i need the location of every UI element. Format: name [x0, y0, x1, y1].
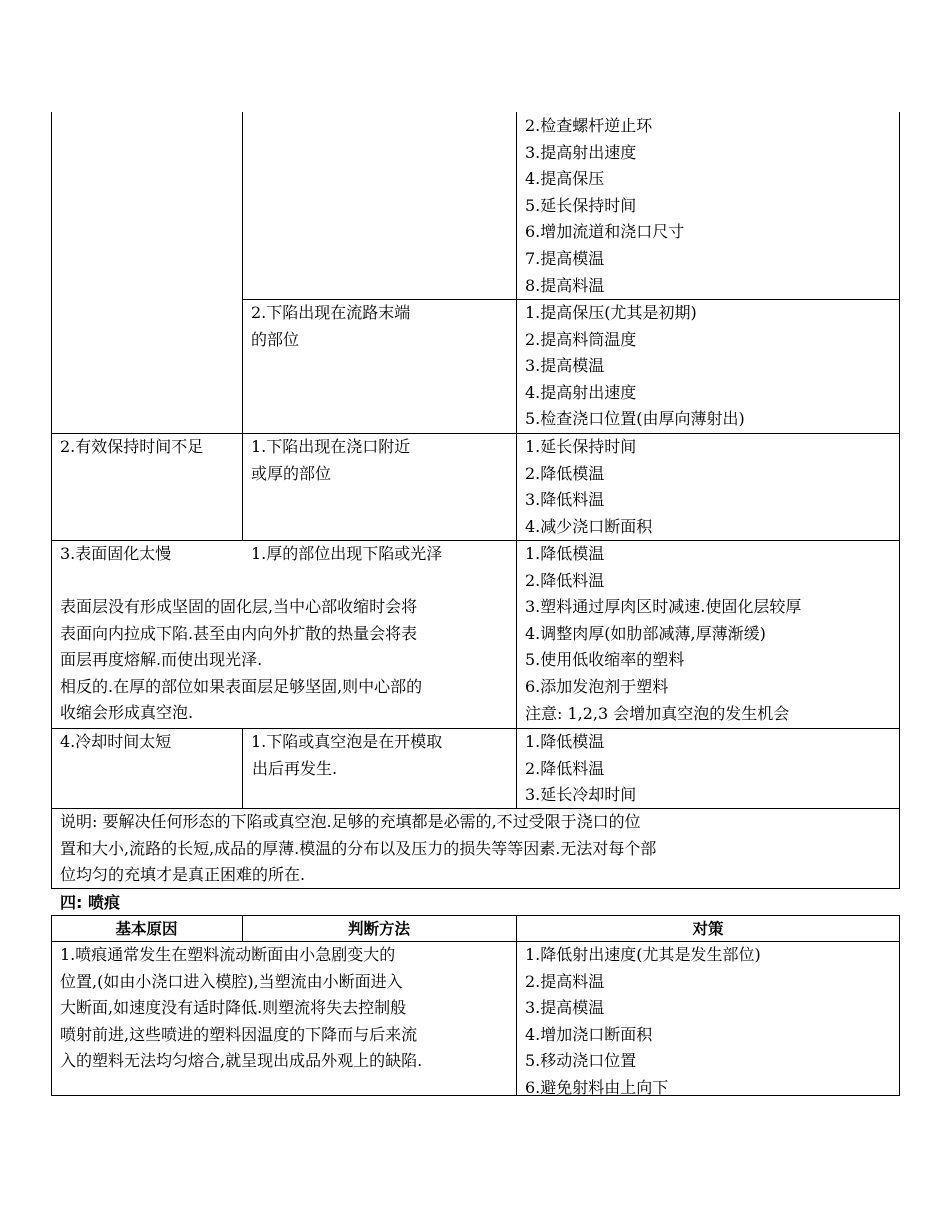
column-header-cause: 基本原因 [115, 920, 178, 938]
text-line: 1.下陷或真空泡是在开模取 [251, 732, 443, 751]
text-line: 置和大小,流路的长短,成品的厚薄.模温的分布以及压力的损失等等因素.无法对每个部 [60, 838, 657, 858]
row-divider [51, 728, 900, 729]
list-item: 2.提高料筒温度 [525, 329, 637, 349]
table-left-border [51, 112, 52, 889]
judgment-text [251, 300, 410, 353]
text-line: 表面向内拉成下陷.甚至由内向外扩散的热量会将表 [60, 623, 418, 643]
list-item: 2.检查螺杆逆止环 [525, 116, 653, 135]
text-line: 位置,(如由小浇口进入模腔),当塑流由小断面进入 [60, 971, 403, 991]
table-note [60, 809, 656, 889]
text-line: 喷射前进,这些喷进的塑料因温度的下降而与后来流 [60, 1024, 418, 1044]
list-item: 4.提高保压 [525, 169, 605, 189]
table-bottom-border [51, 1095, 900, 1096]
list-item: 1.降低模温 [525, 544, 605, 563]
table-left-border [51, 915, 52, 1096]
cause-text [60, 942, 422, 1075]
column-header-countermeasure: 对策 [692, 920, 724, 938]
list-item: 1.降低射出速度(尤其是发生部位) [525, 945, 761, 964]
text-line: 出后再发生. [252, 758, 338, 778]
countermeasure-list [525, 942, 761, 1102]
text-line: 大断面,如速度没有适时降低.则塑流将失去控制般 [60, 998, 407, 1018]
list-item: 2.降低料温 [525, 570, 605, 590]
column-divider [516, 112, 517, 809]
text-line: 表面层没有形成坚固的固化层,当中心部收缩时会将 [60, 597, 418, 616]
list-item: 1.降低模温 [525, 732, 605, 751]
text-line: 入的塑料无法均匀熔合,就呈现出成品外观上的缺陷. [60, 1051, 423, 1071]
column-divider [242, 112, 243, 541]
text-line: 面层再度熔解.而使出现光泽. [60, 650, 263, 670]
column-divider [516, 915, 517, 1096]
column-divider [242, 728, 243, 809]
explanation-text [60, 594, 422, 727]
cause-text: 4.冷却时间太短 [60, 732, 172, 751]
list-item: 2.降低模温 [525, 463, 605, 483]
list-item: 3.延长冷却时间 [525, 785, 637, 805]
list-item: 4.减少浇口断面积 [525, 516, 653, 536]
list-item: 6.添加发泡剂于塑料 [525, 676, 669, 696]
judgment-text: 1.厚的部位出现下陷或光泽 [251, 544, 443, 563]
list-item: 3.塑料通过厚肉区时减速.使固化层较厚 [525, 597, 802, 617]
list-item: 5.移动浇口位置 [525, 1051, 637, 1071]
list-item: 6.避免射料由上向下 [525, 1077, 669, 1097]
list-item: 4.调整肉厚(如肋部减薄,厚薄渐缓) [525, 623, 766, 643]
list-item: 1.提高保压(尤其是初期) [525, 303, 697, 322]
text-line: 相反的.在厚的部位如果表面层足够坚固,则中心部的 [60, 676, 423, 696]
list-item: 8.提高料温 [525, 275, 605, 295]
list-item: 5.使用低收缩率的塑料 [525, 650, 685, 670]
list-item: 注意: 1,2,3 会增加真空泡的发生机会 [525, 703, 790, 723]
countermeasure-list [525, 729, 636, 809]
list-item: 3.提高模温 [525, 998, 605, 1018]
text-line: 说明: 要解决任何形态的下陷或真空泡.足够的充填都是必需的,不过受限于浇口的位 [60, 812, 641, 831]
text-line: 位均匀的充填才是真正困难的所在. [60, 865, 306, 885]
text-line: 收缩会形成真空泡. [60, 703, 194, 723]
text-line: 1.喷痕通常发生在塑料流动断面由小急剧变大的 [60, 945, 396, 964]
text-line: 的部位 [251, 329, 300, 349]
cause-text: 2.有效保持时间不足 [60, 437, 204, 456]
countermeasure-list [525, 113, 684, 299]
list-item: 3.降低料温 [525, 490, 605, 510]
list-item: 4.提高射出速度 [525, 382, 637, 402]
list-item: 7.提高模温 [525, 248, 605, 268]
list-item: 2.提高料温 [525, 971, 605, 991]
countermeasure-list [525, 541, 801, 727]
judgment-text [251, 434, 410, 487]
list-item: 4.增加浇口断面积 [525, 1024, 653, 1044]
list-item: 6.增加流道和浇口尺寸 [525, 222, 685, 242]
judgment-text [251, 729, 442, 782]
column-header-judgment: 判断方法 [347, 920, 410, 938]
list-item: 3.提高射出速度 [525, 142, 637, 162]
section-heading: 四: 喷痕 [60, 893, 120, 912]
cause-text: 3.表面固化太慢 [60, 544, 172, 563]
list-item: 3.提高模温 [525, 356, 605, 376]
countermeasure-list [525, 300, 745, 433]
countermeasure-list [525, 434, 652, 540]
table-right-border [899, 915, 900, 1096]
list-item: 5.检查浇口位置(由厚向薄射出) [525, 409, 745, 429]
text-line: 或厚的部位 [251, 463, 332, 483]
table-top-border [51, 915, 900, 916]
list-item: 2.降低料温 [525, 758, 605, 778]
table-right-border [899, 112, 900, 889]
list-item: 1.延长保持时间 [525, 437, 637, 456]
list-item: 5.延长保持时间 [525, 195, 637, 215]
text-line: 2.下陷出现在流路末端 [251, 303, 411, 322]
text-line: 1.下陷出现在浇口附近 [251, 437, 411, 456]
